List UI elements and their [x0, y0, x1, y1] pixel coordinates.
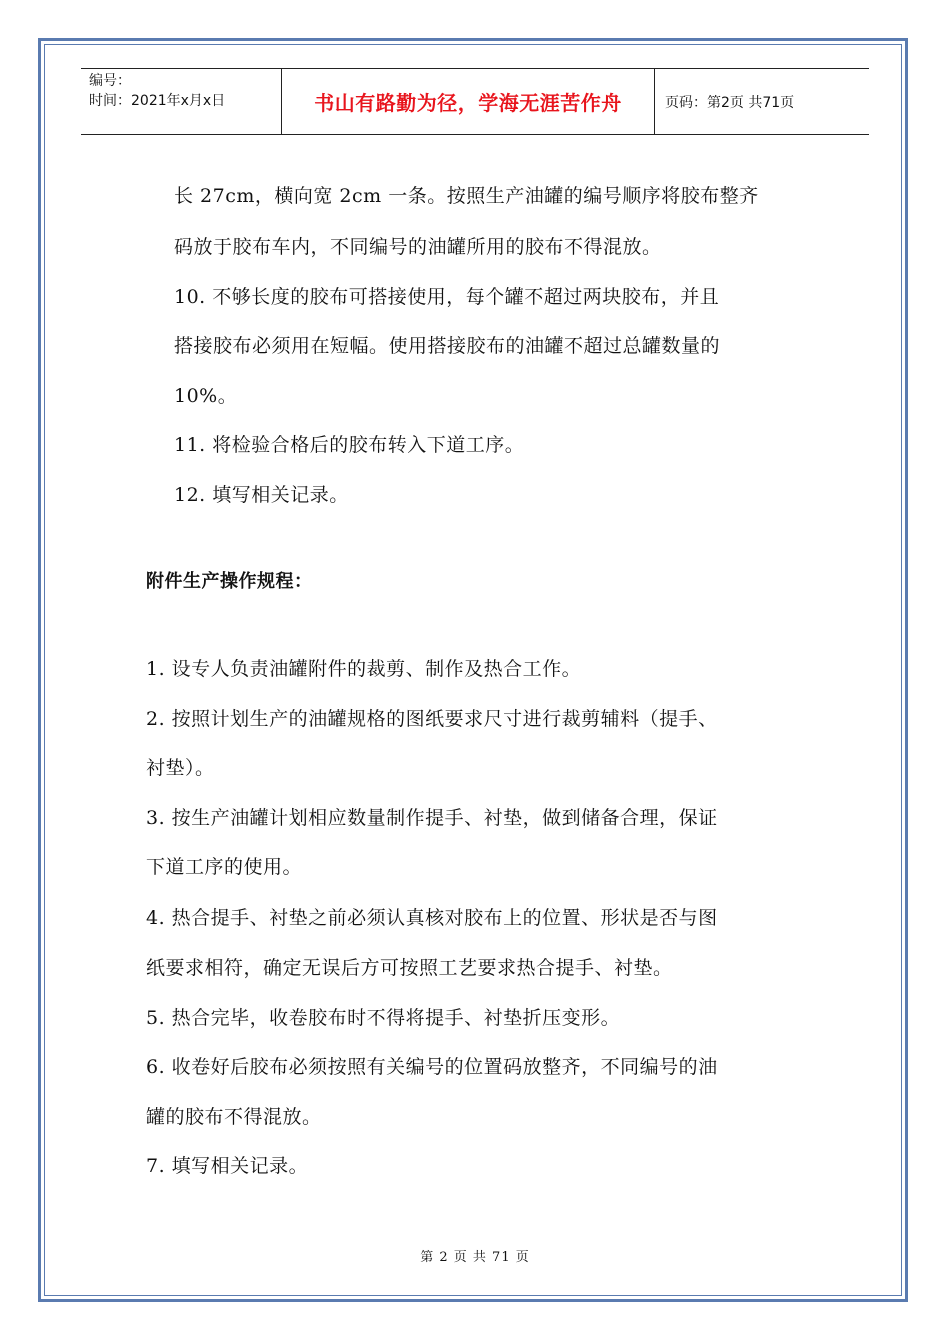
list-item: 2. 按照计划生产的油罐规格的图纸要求尺寸进行裁剪辅料（提手、 [146, 708, 718, 730]
body-line: 11. 将检验合格后的胶布转入下道工序。 [174, 434, 525, 456]
page-footer: 第 2 页 共 71 页 [420, 1250, 530, 1265]
list-item: 4. 热合提手、衬垫之前必须认真核对胶布上的位置、形状是否与图 [146, 907, 718, 929]
list-item: 7. 填写相关记录。 [146, 1155, 309, 1177]
section-title: 附件生产操作规程： [146, 571, 313, 592]
body-line: 10. 不够长度的胶布可搭接使用，每个罐不超过两块胶布，并且 [174, 286, 720, 308]
body-line: 搭接胶布必须用在短幅。使用搭接胶布的油罐不超过总罐数量的 [174, 335, 721, 357]
body-line: 长 27cm，横向宽 2cm 一条。按照生产油罐的编号顺序将胶布整齐 [174, 185, 759, 207]
body-line: 码放于胶布车内，不同编号的油罐所用的胶布不得混放。 [174, 236, 662, 258]
list-item: 6. 收卷好后胶布必须按照有关编号的位置码放整齐，不同编号的油 [146, 1056, 718, 1078]
body-line: 10%。 [174, 385, 238, 407]
list-item: 3. 按生产油罐计划相应数量制作提手、衬垫，做到储备合理，保证 [146, 807, 718, 829]
list-item: 下道工序的使用。 [146, 856, 303, 878]
list-item: 纸要求相符，确定无误后方可按照工艺要求热合提手、衬垫。 [146, 957, 673, 979]
document-number-label: 编号： [89, 73, 131, 89]
header-meta [81, 69, 281, 134]
header-page-info: 页码：第2页 共71页 [665, 94, 795, 111]
list-item: 衬垫）。 [146, 757, 215, 779]
header-motto: 书山有路勤为径，学海无涯苦作舟 [281, 69, 655, 134]
list-item: 1. 设专人负责油罐附件的裁剪、制作及热合工作。 [146, 658, 582, 680]
document-time-label: 时间：2021年x月x日 [89, 93, 226, 109]
body-line: 12. 填写相关记录。 [174, 484, 349, 506]
list-item: 5. 热合完毕，收卷胶布时不得将提手、衬垫折压变形。 [146, 1007, 621, 1029]
list-item: 罐的胶布不得混放。 [146, 1106, 322, 1128]
document-header [81, 68, 869, 135]
